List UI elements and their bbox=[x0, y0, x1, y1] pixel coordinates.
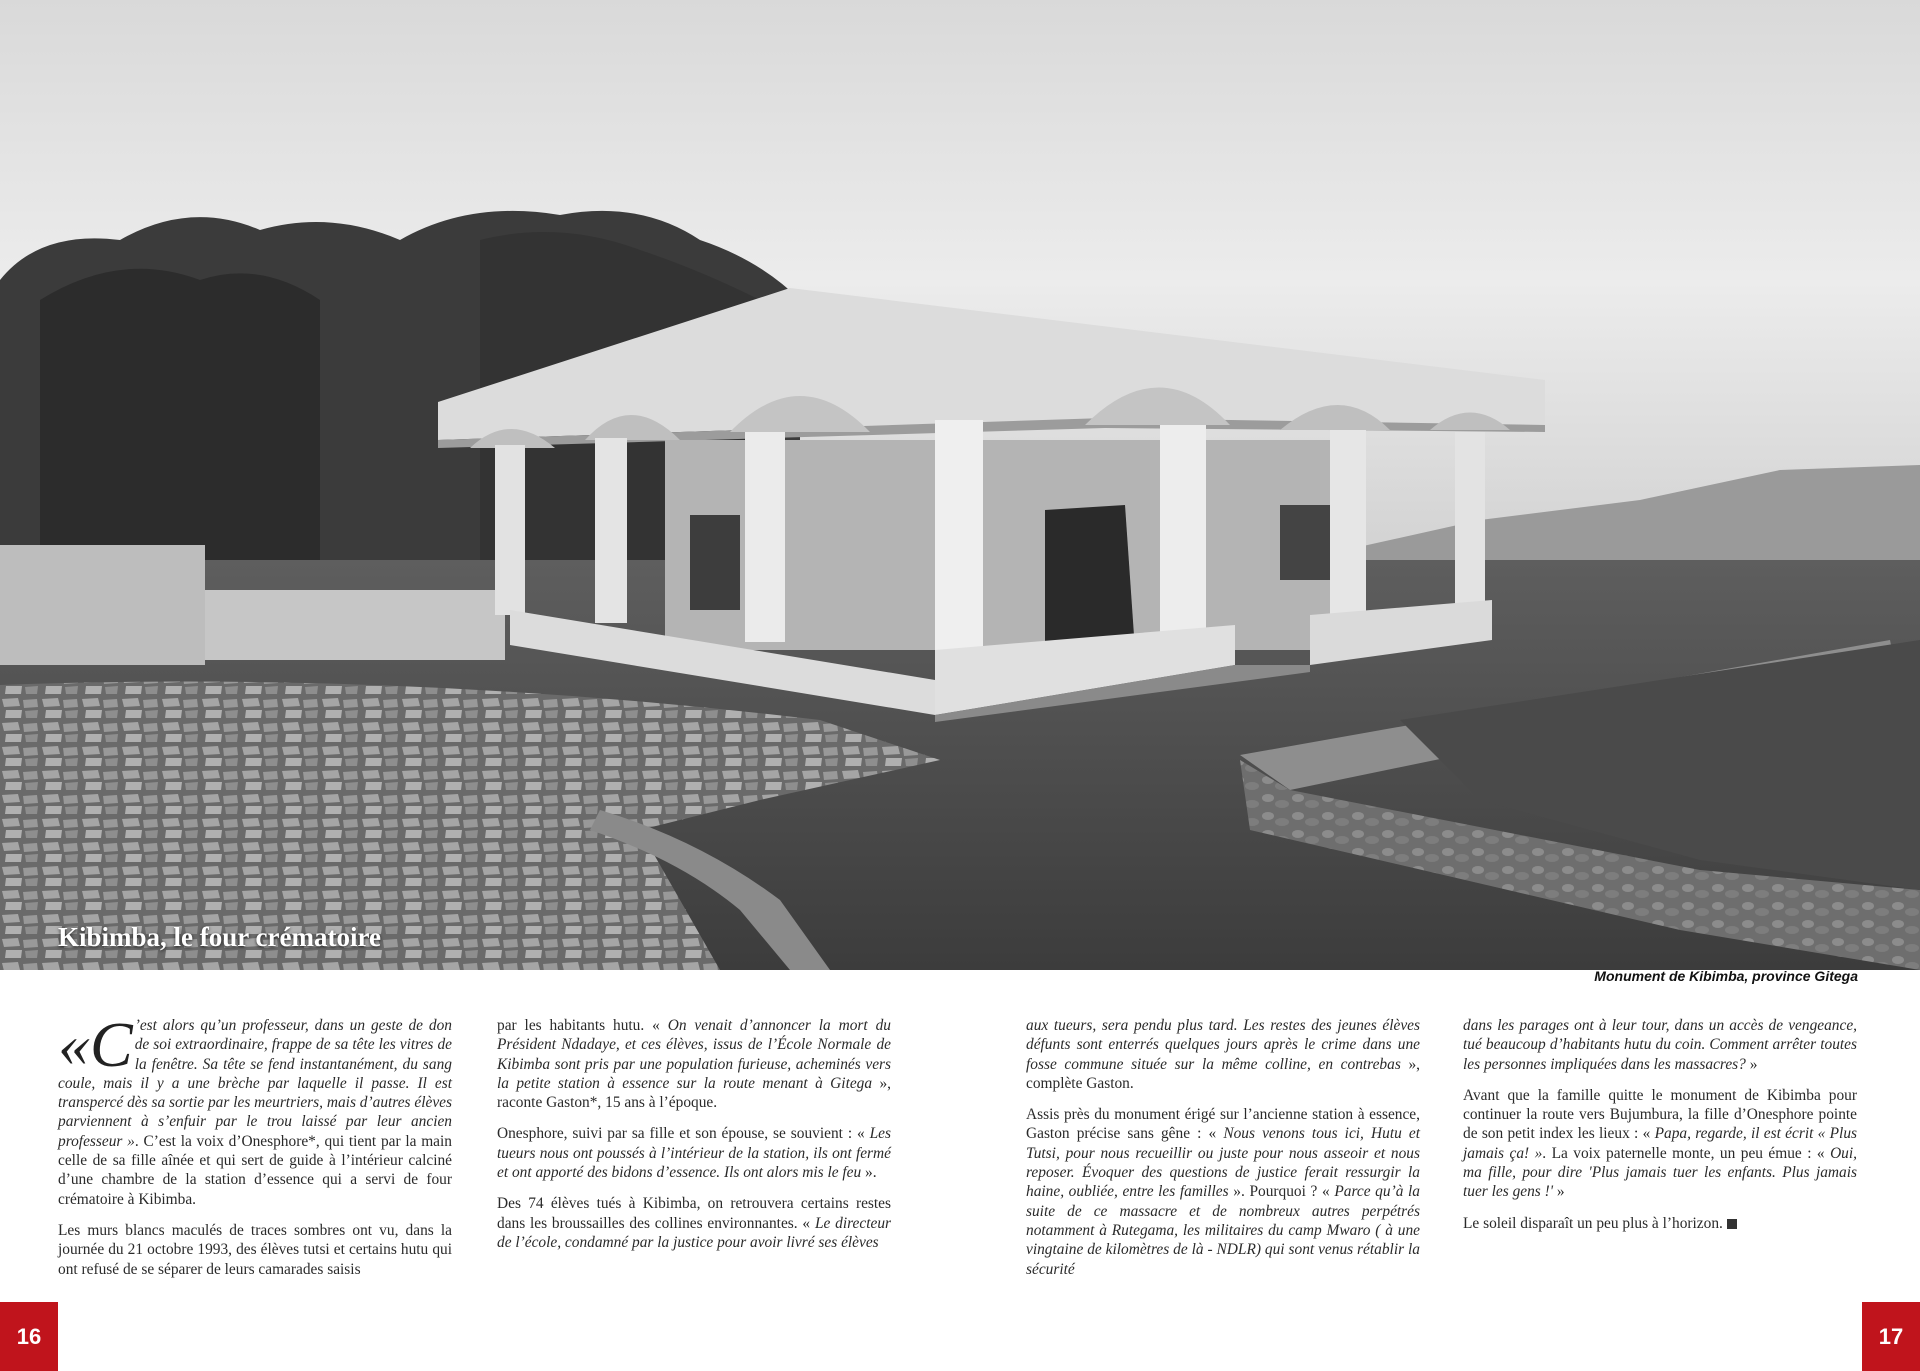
drop-cap bbox=[58, 1009, 133, 1080]
photo-caption: Monument de Kibimba, province Gitega bbox=[1594, 968, 1858, 984]
end-mark-icon bbox=[1727, 1219, 1737, 1229]
body-text: » bbox=[1745, 1055, 1758, 1073]
text-column-3 bbox=[1026, 1016, 1420, 1291]
paragraph-8 bbox=[1463, 1016, 1857, 1074]
paragraph-5 bbox=[497, 1194, 891, 1252]
text-column-1 bbox=[58, 1009, 452, 1291]
article-title: Kibimba, le four crématoire bbox=[58, 922, 381, 952]
body-text: par les habitants hutu. « bbox=[497, 1017, 668, 1034]
paragraph-7 bbox=[1026, 1105, 1420, 1279]
quote-text: aux tueurs, sera pendu plus tard. Les restes des jeunes élèves défunts sont enterrés quelques jours après le crime dans une fosse commune située sur la même colline, en contrebas bbox=[1026, 1017, 1420, 1073]
quote-text: Oui, ma fille, pour dire 'Plus jamais tuer les enfants. Plus jamais tuer les gens !' bbox=[1463, 1144, 1857, 1201]
body-text: » bbox=[1553, 1183, 1565, 1201]
paragraph-9 bbox=[1463, 1086, 1857, 1202]
paragraph-10 bbox=[1463, 1214, 1857, 1233]
body-text: ». bbox=[861, 1164, 877, 1182]
body-text: ». Pourquoi ? « bbox=[1228, 1183, 1335, 1201]
text-column-2 bbox=[497, 1016, 891, 1264]
body-text: Onesphore, suivi par sa fille et son épouse, se souvient : « bbox=[497, 1125, 870, 1143]
page-number-left: 16 bbox=[0, 1302, 58, 1371]
quote-text: dans les parages ont à leur tour, dans un accès de vengeance, tué beaucoup d’habitants hutu du coin. Comment arrêter toutes les personnes impliquées dans les massacres? bbox=[1463, 1017, 1857, 1073]
body-text: Le soleil disparaît un peu plus à l’horizon. bbox=[1463, 1214, 1723, 1232]
quote-text: Le directeur de l’école, condamné par la justice pour avoir livré ses élèves bbox=[497, 1214, 892, 1251]
paragraph-3 bbox=[497, 1016, 891, 1112]
quote-text: Parce qu’à la suite de ce massacre et de nombreux autres perpétrés notamment à Rutegama, les militaires du camp Mwaro ( à une vingtaine de kilomètres de là - NDLR) qui sont venus rétablir la sécurité bbox=[1026, 1183, 1420, 1278]
drop-cap-quote: « bbox=[58, 1009, 90, 1080]
body-text: . La voix paternelle monte, un peu émue : « bbox=[1542, 1144, 1831, 1162]
paragraph-6 bbox=[1026, 1016, 1420, 1093]
quote-text: ’est alors qu’un professeur, dans un geste de don de soi extraordinaire, frappe de sa tête les vitres de la fenêtre. Sa tête se fend instantanément, du sang coule, mais il y a une brèche par laquelle il passe. Il est transpercé dès sa sortie par les meurtriers, mais d’autres élèves parviennent à s’enfuir par le trou laissé par leur ancien professeur » bbox=[58, 1017, 452, 1150]
body-text: », complète Gaston. bbox=[1026, 1055, 1421, 1092]
quote-text: Papa, regarde, il est écrit « Plus jamais ça! » bbox=[1463, 1125, 1858, 1162]
drop-cap-letter: C bbox=[90, 1009, 133, 1080]
page-number-right: 17 bbox=[1862, 1302, 1920, 1371]
paragraph-1 bbox=[58, 1009, 452, 1209]
body-text: Assis près du monument érigé sur l’ancienne station à essence, Gaston précise sans gêne : « bbox=[1026, 1106, 1420, 1143]
paragraph-4 bbox=[497, 1124, 891, 1182]
body-text: . C’est la voix d’Onesphore*, qui tient par la main celle de sa fille aînée et qui sert de guide à l’intérieur calciné d’une chambre de la station d’essence qui a servi de four crématoire à Kibimba. bbox=[58, 1132, 452, 1208]
text-column-4 bbox=[1463, 1016, 1857, 1245]
quote-text: On venait d’annoncer la mort du Président Ndadaye, et ces élèves, issus de l’École Normale de Kibimba sont pris par une population furieuse, acheminés vers la petite station à essence sur la route menant à Gitega bbox=[497, 1017, 891, 1092]
body-text: », raconte Gaston*, 15 ans à l’époque. bbox=[497, 1074, 892, 1112]
body-text: Avant que la famille quitte le monument de Kibimba pour continuer la route vers Bujumbura, la fille d’Onesphore pointe de son petit index les lieux : « bbox=[1463, 1086, 1857, 1143]
quote-text: Nous venons tous ici, Hutu et Tutsi, pour nous recueillir ou juste pour nous asseoir et nous reposer. Évoquer des questions de justice ferait ressurgir la haine, oubliée, entre les familles bbox=[1026, 1125, 1420, 1201]
quote-text: Les tueurs nous ont poussés à l’intérieur de la station, ils ont fermé et ont apporté des bidons d’essence. Ils ont alors mis le feu bbox=[497, 1125, 891, 1182]
paragraph-2: Les murs blancs maculés de traces sombres ont vu, dans la journée du 21 octobre 1993, des élèves tutsi et certains hutu qui ont refusé de se séparer de leurs camarades saisis bbox=[58, 1221, 452, 1278]
body-text: Des 74 élèves tués à Kibimba, on retrouvera certains restes dans les broussailles des collines environnantes. « bbox=[497, 1195, 891, 1232]
